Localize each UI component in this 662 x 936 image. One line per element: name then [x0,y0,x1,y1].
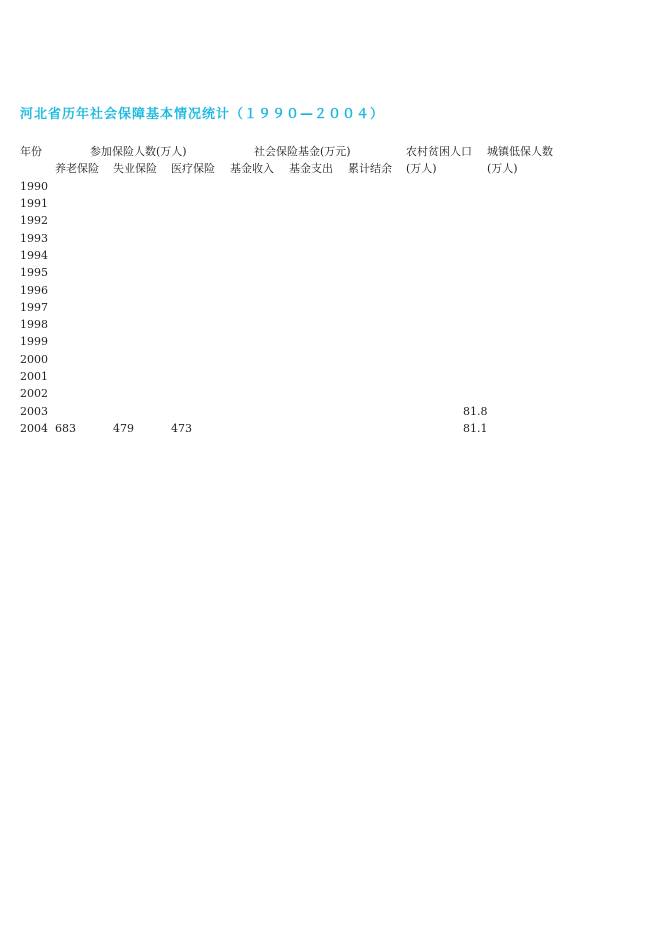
year-cell: 1991 [20,197,48,210]
header-medical: 医疗保险 [171,162,215,175]
table-row [0,266,662,283]
page-title: 河北省历年社会保障基本情况统计（１９９０—２００４） [20,107,385,122]
table-row [0,249,662,266]
header-unemployment: 失业保险 [113,162,157,175]
header-fund-expense: 基金支出 [289,162,333,175]
year-cell: 1997 [20,301,48,314]
table-row [0,180,662,197]
year-cell: 2001 [20,370,48,383]
header-urban-min-unit: (万人) [487,162,518,175]
table-row [0,422,662,439]
table-row [0,370,662,387]
header-fund-group: 社会保险基金(万元) [254,145,351,158]
table-row [0,197,662,214]
year-cell: 2003 [20,405,48,418]
medical-cell: 473 [171,422,192,435]
year-cell: 2002 [20,387,48,400]
header-year: 年份 [20,145,42,158]
year-cell: 1994 [20,249,48,262]
table-row [0,335,662,352]
header-insured-group: 参加保险人数(万人) [90,145,187,158]
year-cell: 2000 [20,353,48,366]
year-cell: 1990 [20,180,48,193]
unemployment-cell: 479 [113,422,134,435]
year-cell: 2004 [20,422,48,435]
header-pension: 养老保险 [55,162,99,175]
table-row [0,214,662,231]
header-urban-min: 城镇低保人数 [487,145,553,158]
table-row [0,284,662,301]
year-cell: 1992 [20,214,48,227]
table-row [0,353,662,370]
header-rural-poor: 农村贫困人口 [406,145,472,158]
table-row [0,405,662,422]
year-cell: 1993 [20,232,48,245]
rural-poor-cell: 81.1 [463,422,488,435]
year-cell: 1996 [20,284,48,297]
header-fund-income: 基金收入 [230,162,274,175]
table-row [0,387,662,404]
year-cell: 1998 [20,318,48,331]
year-cell: 1999 [20,335,48,348]
header-fund-balance: 累计结余 [348,162,392,175]
year-cell: 1995 [20,266,48,279]
table-row [0,232,662,249]
table-row [0,301,662,318]
pension-cell: 683 [55,422,76,435]
rural-poor-cell: 81.8 [463,405,488,418]
table-row [0,318,662,335]
header-rural-poor-unit: (万人) [406,162,437,175]
